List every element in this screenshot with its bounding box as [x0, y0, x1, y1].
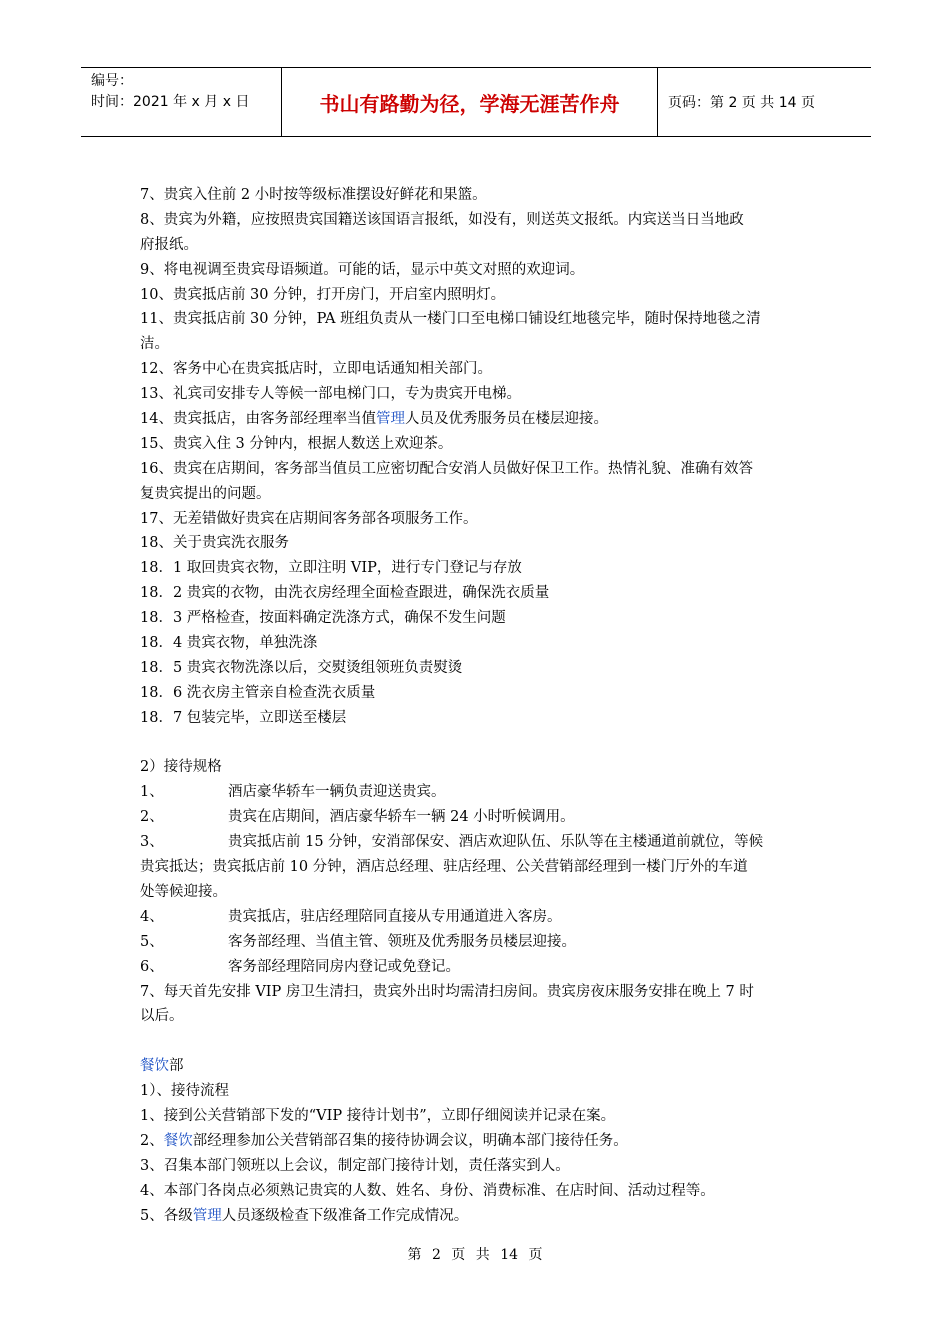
text-line — [140, 1004, 820, 1029]
text-line — [140, 980, 820, 1005]
line-text: 2）接待规格 — [140, 759, 222, 776]
text-line — [140, 681, 820, 706]
line-text: 贵宾在店期间，酒店豪华轿车一辆 24 小时听候调用。 — [228, 809, 575, 826]
text-line — [140, 1154, 820, 1179]
text-line — [140, 531, 820, 556]
header-motto-cell — [282, 68, 658, 136]
text-line — [140, 656, 820, 681]
list-number: 3、 — [140, 834, 164, 851]
keyword-link[interactable]: 餐饮 — [140, 1058, 169, 1075]
text-line — [140, 955, 820, 980]
line-text: 11、贵宾抵店前 30 分钟，PA 班组负责从一楼门口至电梯口铺设红地毯完毕，随时保持地毯之清 — [140, 311, 761, 328]
line-text: 酒店豪华轿车一辆负责迎送贵宾。 — [228, 784, 446, 801]
text-segment: 部经理参加公关营销部召集的接待协调会议，明确本部门接待任务。 — [192, 1132, 628, 1149]
text-line — [140, 457, 820, 482]
line-text: 18．2 贵宾的衣物，由洗衣房经理全面检查跟进，确保洗衣质量 — [140, 585, 550, 602]
list-number: 5、 — [140, 933, 164, 950]
line-text: 贵宾抵店前 15 分钟，安消部保安、酒店欢迎队伍、乐队等在主楼通道前就位，等候 — [228, 834, 764, 851]
line-text: 10、贵宾抵店前 30 分钟，打开房门，开启室内照明灯。 — [140, 286, 506, 303]
line-text: 4、本部门各岗点必须熟记贵宾的人数、姓名、身份、消费标准、在店时间、活动过程等。 — [140, 1182, 715, 1199]
line-text: 17、无差错做好贵宾在店期间客务部各项服务工作。 — [140, 510, 478, 527]
text-line — [140, 1054, 820, 1079]
line-text: 7、每天首先安排 VIP 房卫生清扫，贵宾外出时均需清扫房间。贵宾房夜床服务安排在晚上 7 时 — [140, 983, 754, 1000]
text-line — [140, 830, 820, 855]
line-text: 8、贵宾为外籍，应按照贵宾国籍送该国语言报纸，如没有，则送英文报纸。内宾送当日当地政 — [140, 211, 744, 228]
line-text: 贵宾抵达；贵宾抵店前 10 分钟，酒店总经理、驻店经理、公关营销部经理到一楼门厅外的车道 — [140, 859, 748, 876]
line-text: 18．6 洗衣房主管亲自检查洗衣质量 — [140, 684, 376, 701]
text-line — [140, 780, 820, 805]
blank-line — [140, 1029, 820, 1054]
line-text: 18、关于贵宾洗衣服务 — [140, 535, 289, 552]
line-text: 贵宾抵店，驻店经理陪同直接从专用通道进入客房。 — [228, 908, 562, 925]
line-text: 复贵宾提出的问题。 — [140, 485, 271, 502]
text-line — [140, 905, 820, 930]
line-text: 12、客务中心在贵宾抵店时，立即电话通知相关部门。 — [140, 361, 492, 378]
text-line — [140, 706, 820, 731]
text-line — [140, 855, 820, 880]
line-text: 18．5 贵宾衣物洗涤以后，交熨烫组领班负责熨烫 — [140, 659, 463, 676]
line-text: 16、贵宾在店期间，客务部当值员工应密切配合安消人员做好保卫工作。热情礼貌、准确有效答 — [140, 460, 753, 477]
text-line — [140, 258, 820, 283]
text-line — [140, 208, 820, 233]
text-segment: 人员及优秀服务员在楼层迎接。 — [404, 411, 608, 428]
text-line — [140, 357, 820, 382]
line-text: 3、召集本部门领班以上会议，制定部门接待计划，责任落实到人。 — [140, 1157, 570, 1174]
text-line — [140, 805, 820, 830]
line-text: 1、接到公关营销部下发的“VIP 接待计划书”，立即仔细阅读并记录在案。 — [140, 1107, 616, 1124]
line-text: 18．4 贵宾衣物，单独洗涤 — [140, 635, 318, 652]
keyword-link[interactable]: 管理 — [192, 1207, 222, 1224]
page-footer — [0, 1244, 950, 1264]
line-text: 以后。 — [140, 1008, 184, 1025]
line-text: 处等候迎接。 — [140, 883, 227, 900]
line-text: 客务部经理陪同房内登记或免登记。 — [228, 958, 460, 975]
header-page-info: 页码：第 2 页 共 14 页 — [668, 95, 815, 111]
line-text: 客务部经理、当值主管、领班及优秀服务员楼层迎接。 — [228, 933, 576, 950]
text-line — [140, 183, 820, 208]
document-body — [140, 183, 820, 1228]
list-number: 6、 — [140, 958, 164, 975]
text-line — [140, 307, 820, 332]
text-line — [140, 1204, 820, 1229]
text-line — [140, 556, 820, 581]
text-line — [140, 581, 820, 606]
list-number: 1、 — [140, 784, 164, 801]
text-line — [140, 1179, 820, 1204]
text-line — [140, 1079, 820, 1104]
text-line — [140, 880, 820, 905]
text-line — [140, 1104, 820, 1129]
text-line — [140, 382, 820, 407]
footer-page-number: 第 2 页 共 14 页 — [407, 1247, 543, 1263]
text-line — [140, 233, 820, 258]
list-number: 2、 — [140, 809, 164, 826]
keyword-link[interactable]: 餐饮 — [163, 1132, 193, 1149]
text-line — [140, 432, 820, 457]
line-text: 18．3 严格检查，按面料确定洗涤方式，确保不发生问题 — [140, 610, 506, 627]
line-text: 府报纸。 — [140, 236, 198, 253]
header-meta-cell — [81, 68, 282, 136]
line-text: 9、将电视调至贵宾母语频道。可能的话，显示中英文对照的欢迎词。 — [140, 261, 585, 278]
text-line — [140, 755, 820, 780]
text-line — [140, 930, 820, 955]
document-number-label: 编号： — [91, 73, 133, 89]
text-segment: 2、 — [140, 1132, 164, 1149]
header-page-cell — [658, 68, 871, 136]
text-segment: 5、各级 — [140, 1207, 193, 1224]
text-line — [140, 631, 820, 656]
text-line — [140, 1129, 820, 1154]
header-motto: 书山有路勤为径，学海无涯苦作舟 — [319, 91, 620, 116]
line-text: 7、贵宾入住前 2 小时按等级标准摆设好鲜花和果篮。 — [140, 187, 487, 203]
text-segment: 14、贵宾抵店，由客务部经理率当值 — [140, 411, 376, 428]
text-line — [140, 407, 820, 432]
text-segment: 人员逐级检查下级准备工作完成情况。 — [221, 1207, 469, 1224]
list-number: 4、 — [140, 908, 164, 925]
line-text: 洁。 — [140, 336, 169, 353]
line-text: 18．1 取回贵宾衣物，立即注明 VIP，进行专门登记与存放 — [140, 560, 522, 577]
blank-line — [140, 731, 820, 756]
line-text: 18．7 包装完毕，立即送至楼层 — [140, 709, 347, 726]
text-line — [140, 507, 820, 532]
text-line — [140, 283, 820, 308]
keyword-link[interactable]: 管理 — [375, 411, 405, 428]
line-text: 15、贵宾入住 3 分钟内，根据人数送上欢迎茶。 — [140, 435, 453, 452]
text-line — [140, 332, 820, 357]
text-line — [140, 606, 820, 631]
line-text: 13、礼宾司安排专人等候一部电梯门口，专为贵宾开电梯。 — [140, 386, 521, 403]
text-line — [140, 482, 820, 507]
header-table — [81, 67, 871, 137]
line-text: 1）、接待流程 — [140, 1083, 229, 1100]
document-time: 时间：2021 年 x 月 x 日 — [91, 94, 250, 110]
text-segment: 部 — [169, 1058, 184, 1075]
